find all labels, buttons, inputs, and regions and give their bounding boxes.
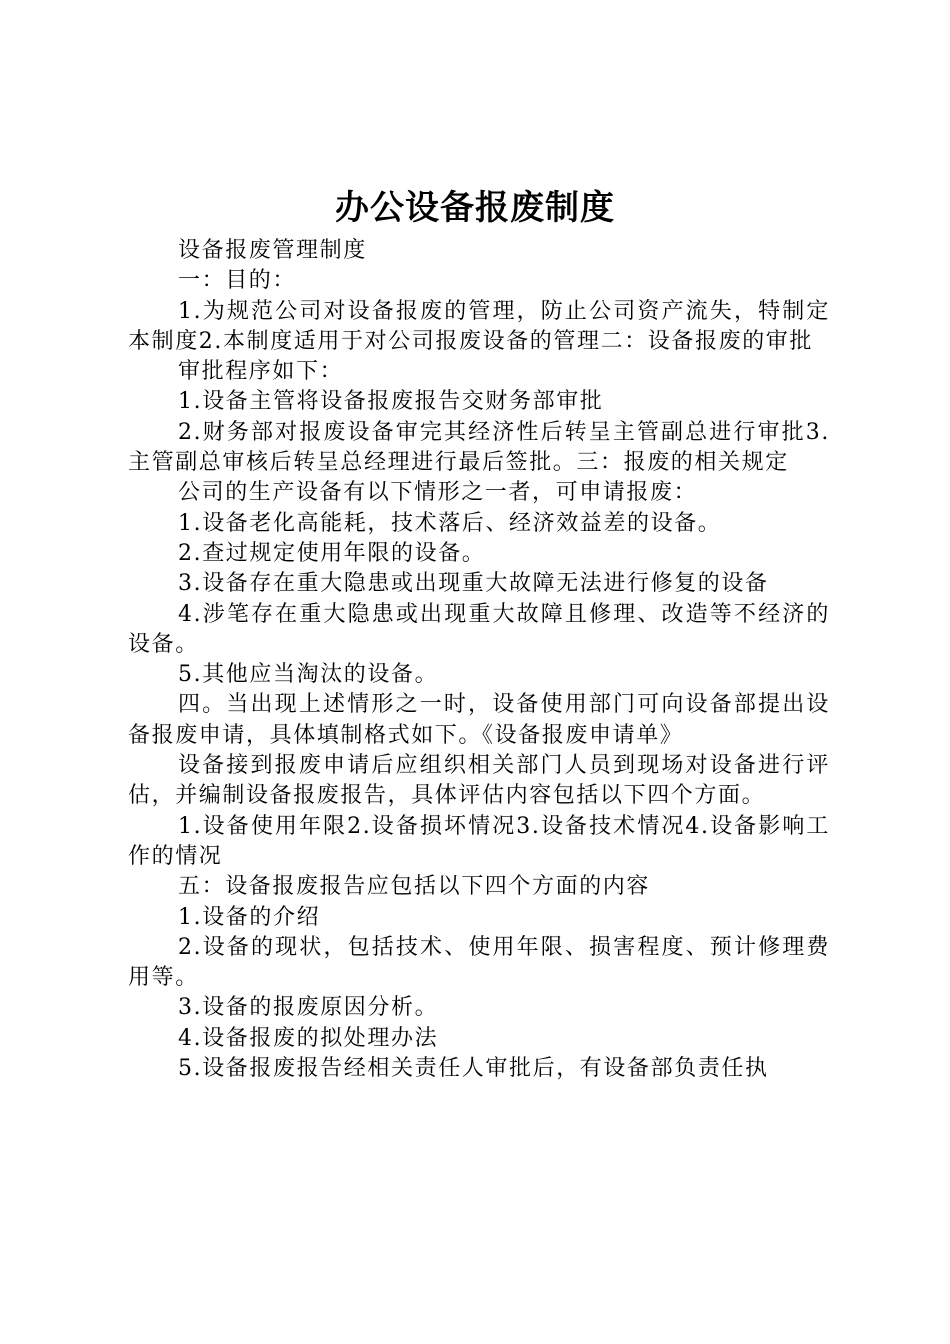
paragraph: 1.设备的介绍 [178, 904, 321, 930]
paragraph: 2.财务部对报废设备审完其经济性后转呈主管副总进行审批3.主管副总审核后转呈总经理进行最后签批。三：报废的相关规定 [128, 419, 830, 476]
paragraph: 5.其他应当淘汰的设备。 [178, 662, 439, 688]
paragraph: 四。当出现上述情形之一时，设备使用部门可向设备部提出设备报废申请，具体填制格式如下。《设备报废申请单》 [128, 692, 830, 748]
paragraph: 审批程序如下： [178, 359, 344, 385]
paragraph: 设备接到报废申请后应组织相关部门人员到现场对设备进行评估，并编制设备报废报告，具体评估内容包括以下四个方面。 [128, 753, 830, 809]
paragraph: 3.设备存在重大隐患或出现重大故障无法进行修复的设备 [178, 571, 769, 597]
paragraph: 1.设备使用年限2.设备损坏情况3.设备技术情况4.设备影响工作的情况 [128, 813, 830, 869]
paragraph: 2.查过规定使用年限的设备。 [178, 540, 486, 566]
paragraph: 3.设备的报废原因分析。 [178, 995, 439, 1021]
paragraph: 五：设备报废报告应包括以下四个方面的内容 [178, 874, 651, 900]
document-body [128, 236, 830, 1084]
paragraph: 1.设备主管将设备报废报告交财务部审批 [178, 389, 604, 415]
paragraph: 5.设备报废报告经相关责任人审批后，有设备部负责任执 [178, 1056, 769, 1082]
paragraph: 4.涉笔存在重大隐患或出现重大故障且修理、改造等不经济的设备。 [128, 601, 830, 657]
paragraph: 4.设备报废的拟处理办法 [178, 1025, 439, 1051]
paragraph: 一：目的： [178, 268, 297, 294]
paragraph: 2.设备的现状，包括技术、使用年限、损害程度、预计修理费用等。 [128, 934, 830, 991]
paragraph: 1.设备老化高能耗，技术落后、经济效益差的设备。 [178, 510, 722, 536]
paragraph: 公司的生产设备有以下情形之一者，可申请报废： [178, 480, 698, 506]
document-title: 办公设备报废制度 [335, 188, 615, 228]
paragraph: 设备报废管理制度 [178, 238, 367, 263]
paragraph: 1.为规范公司对设备报废的管理，防止公司资产流失，特制定本制度2.本制度适用于对公司报废设备的管理二：设备报废的审批 [128, 298, 830, 354]
